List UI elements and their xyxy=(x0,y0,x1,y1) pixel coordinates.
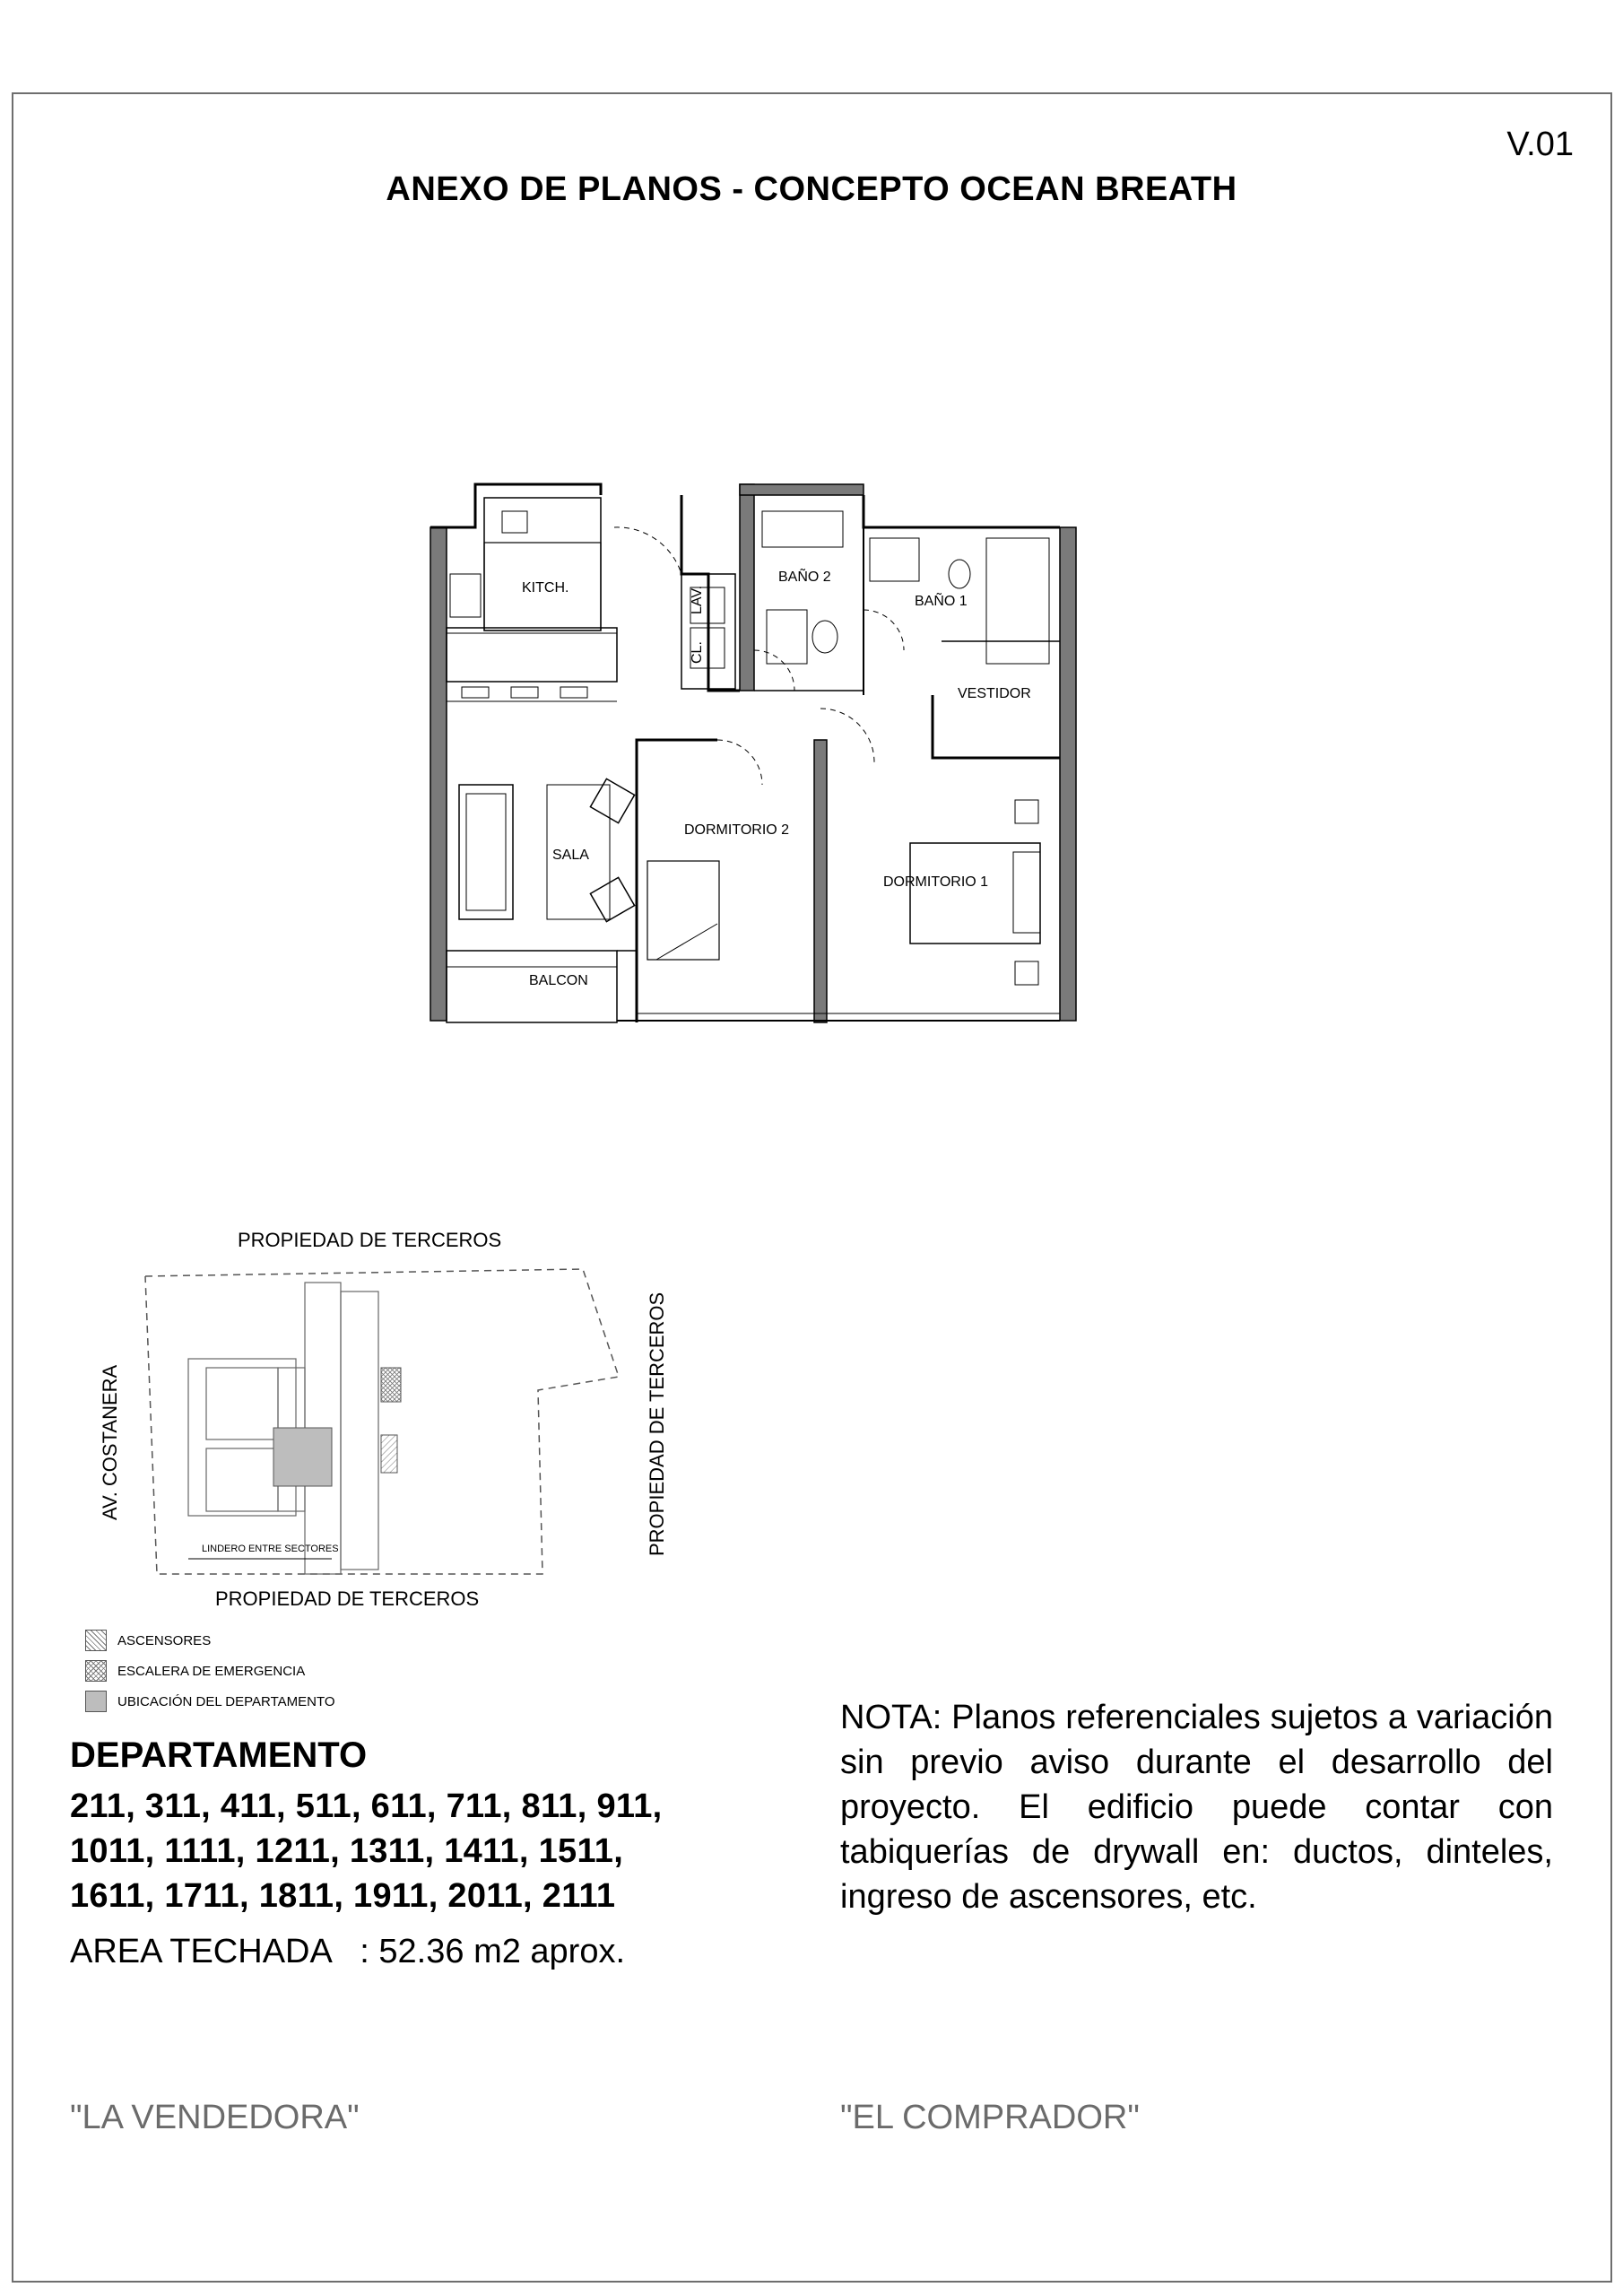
area-value: : 52.36 m2 aprox. xyxy=(360,1933,626,1970)
site-label-top: PROPIEDAD DE TERCEROS xyxy=(238,1229,502,1251)
department-units-line2: 1011, 1111, 1211, 1311, 1411, 1511, xyxy=(70,1832,624,1870)
department-heading: DEPARTAMENTO xyxy=(70,1735,368,1775)
site-label-lindero: LINDERO ENTRE SECTORES xyxy=(202,1544,339,1554)
area-techada xyxy=(70,1933,625,1971)
legend-item-elevators: ASCENSORES xyxy=(85,1625,335,1656)
signature-buyer: "EL COMPRADOR" xyxy=(840,2099,1140,2136)
wall-right xyxy=(1060,527,1076,1021)
apartment-location xyxy=(273,1428,332,1486)
room-bath2: BAÑO 2 xyxy=(778,570,831,585)
room-dressing: VESTIDOR xyxy=(958,686,1031,701)
room-bedroom1: DORMITORIO 1 xyxy=(883,874,989,890)
wall-left xyxy=(430,527,447,1021)
site-label-bottom: PROPIEDAD DE TERCEROS xyxy=(215,1587,480,1610)
legend xyxy=(85,1625,335,1717)
hatch-swatch-icon xyxy=(85,1630,107,1651)
department-units-line1: 211, 311, 411, 511, 611, 711, 811, 911, xyxy=(70,1787,663,1825)
room-balcony: BALCON xyxy=(529,973,588,988)
wall-bath2-top xyxy=(740,484,864,495)
legend-item-emergency-stairs: ESCALERA DE EMERGENCIA xyxy=(85,1656,335,1686)
version-label: V.01 xyxy=(1506,126,1574,163)
wall-bath2-left xyxy=(740,484,754,691)
floor-plan xyxy=(421,475,1121,1031)
signature-seller: "LA VENDEDORA" xyxy=(70,2099,360,2136)
room-bath1: BAÑO 1 xyxy=(915,594,968,609)
room-laundry: LAV. xyxy=(690,585,705,614)
area-label: AREA TECHADA xyxy=(70,1933,331,1970)
site-plan xyxy=(72,1220,699,1614)
site-label-left: AV. COSTANERA xyxy=(99,1364,121,1520)
room-bedroom2: DORMITORIO 2 xyxy=(684,822,790,838)
department-units-line3: 1611, 1711, 1811, 1911, 2011, 2111 xyxy=(70,1877,616,1915)
wall-center xyxy=(814,740,827,1022)
site-label-right: PROPIEDAD DE TERCEROS xyxy=(646,1292,668,1556)
nota-text: NOTA: Planos referenciales sujetos a variación sin previo aviso durante el desarrollo del proyecto. El edificio puede contar con tabiquerías de drywall en: ductos, dinteles, ingreso de ascensores, etc. xyxy=(840,1699,1553,1916)
room-closet: CL. xyxy=(690,641,705,664)
room-living: SALA xyxy=(552,848,589,863)
room-kitchen: KITCH. xyxy=(522,580,569,596)
page-title: ANEXO DE PLANOS - CONCEPTO OCEAN BREATH xyxy=(386,170,1237,208)
gray-swatch-icon xyxy=(85,1691,107,1712)
legend-item-apartment-location: UBICACIÓN DEL DEPARTAMENTO xyxy=(85,1686,335,1717)
crosshatch-swatch-icon xyxy=(85,1660,107,1682)
